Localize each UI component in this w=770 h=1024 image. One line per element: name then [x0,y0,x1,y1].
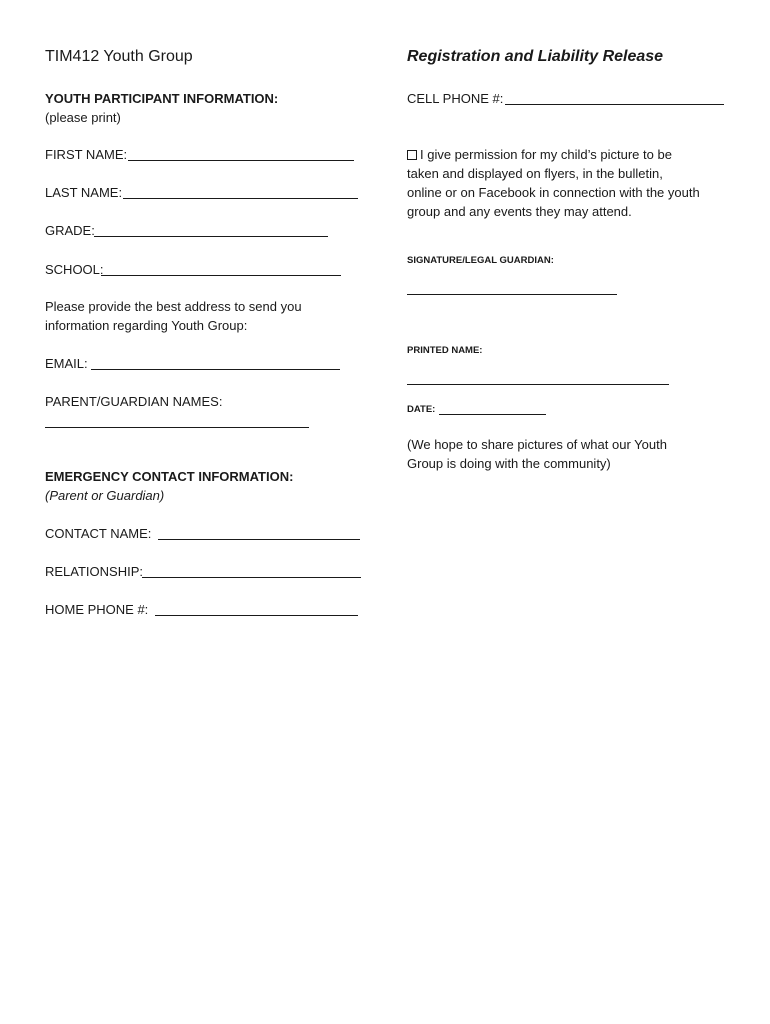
date-field[interactable] [439,414,546,415]
permission-line-1 [407,145,672,164]
permission-text-1: I give permission for my child’s picture to be [420,147,672,162]
cell-phone-label: CELL PHONE #: [407,91,504,106]
grade-field[interactable] [94,236,328,237]
last-name-field[interactable] [123,198,358,199]
first-name-field[interactable] [128,160,354,161]
school-field[interactable] [101,275,341,276]
printed-name-field[interactable] [407,384,669,385]
emergency-heading: EMERGENCY CONTACT INFORMATION: [45,469,294,484]
share-note-line-2: Group is doing with the community) [407,456,611,471]
first-name-label: FIRST NAME: [45,147,128,162]
grade-label: GRADE: [45,223,95,238]
emergency-note: (Parent or Guardian) [45,488,165,503]
email-label: EMAIL: [45,356,88,371]
email-field[interactable] [91,369,340,370]
contact-name-label: CONTACT NAME: [45,526,152,541]
permission-checkbox[interactable] [407,150,417,160]
form-title: TIM412 Youth Group [45,48,193,65]
relationship-field[interactable] [142,577,361,578]
participant-note: (please print) [45,110,121,125]
parent-names-label: PARENT/GUARDIAN NAMES: [45,394,223,409]
signature-field[interactable] [407,294,617,295]
share-note-line-1: (We hope to share pictures of what our Youth [407,437,667,452]
last-name-label: LAST NAME: [45,185,123,200]
address-prompt-line-2: information regarding Youth Group: [45,318,248,333]
signature-label: SIGNATURE/LEGAL GUARDIAN: [407,255,554,266]
release-title: Registration and Liability Release [407,48,664,65]
printed-name-label: PRINTED NAME: [407,345,483,356]
home-phone-field[interactable] [155,615,358,616]
participant-heading: YOUTH PARTICIPANT INFORMATION: [45,91,279,106]
home-phone-label: HOME PHONE #: [45,602,149,617]
school-label: SCHOOL: [45,262,104,277]
permission-line-4: group and any events they may attend. [407,204,632,219]
parent-names-field[interactable] [45,427,309,428]
address-prompt-line-1: Please provide the best address to send you [45,299,302,314]
permission-line-3: online or on Facebook in connection with the youth [407,185,700,200]
cell-phone-field[interactable] [505,104,724,105]
relationship-label: RELATIONSHIP: [45,564,144,579]
permission-line-2: taken and displayed on flyers, in the bulletin, [407,166,663,181]
date-label: DATE: [407,404,436,415]
contact-name-field[interactable] [158,539,360,540]
